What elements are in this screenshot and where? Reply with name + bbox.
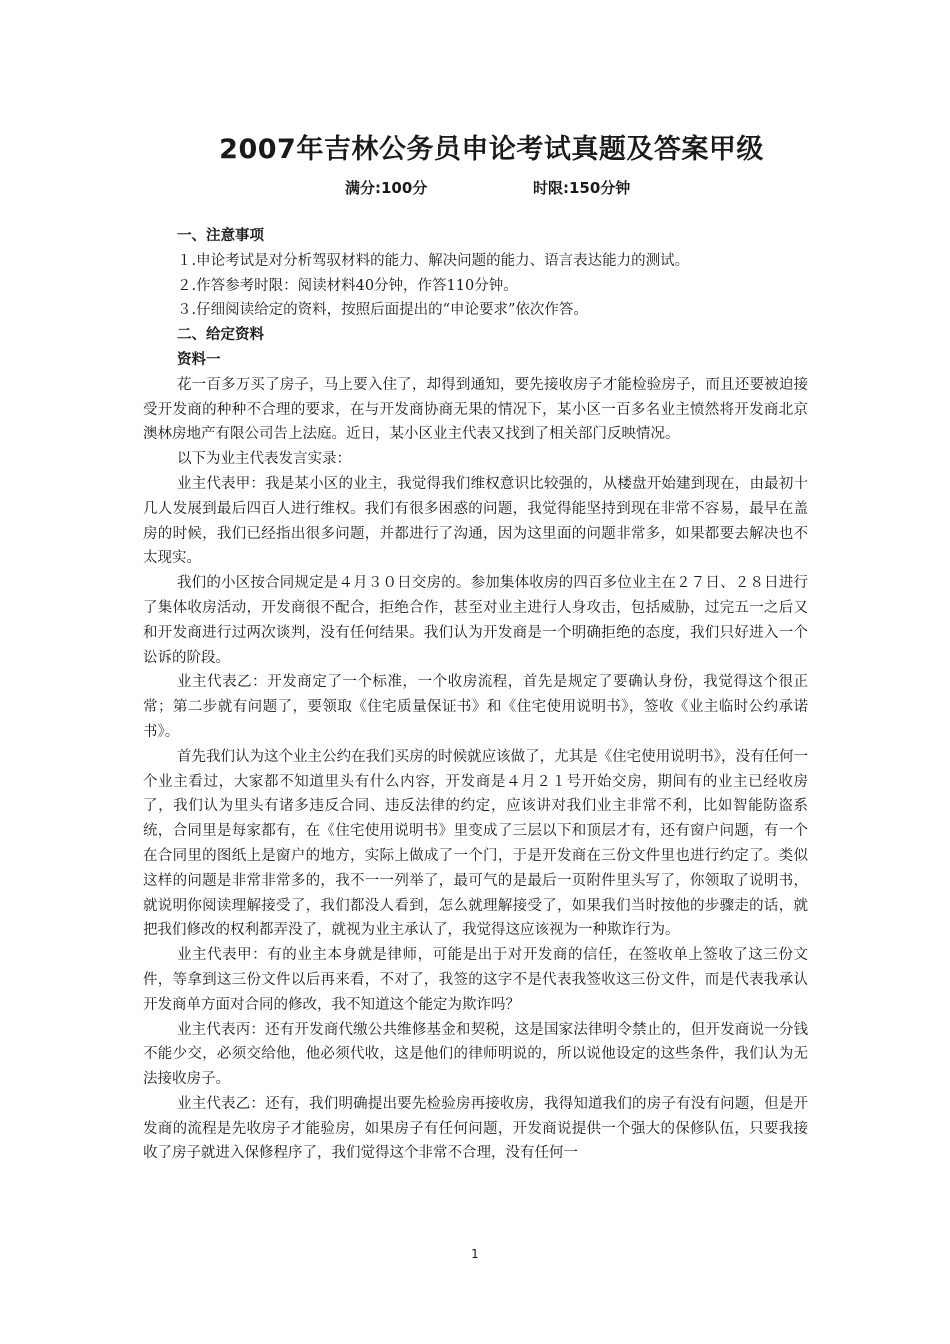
note-item: ２.作答参考时限：阅读材料40分钟，作答110分钟。: [177, 277, 518, 294]
body-paragraph: 以下为业主代表发言实录：: [177, 451, 351, 468]
body-paragraph: 业主代表乙：开发商定了一个标准，一个收房流程，首先是规定了要确认身份，我觉得这个很正常；第二步就有问题了，要领取《住宅质量保证书》和《住宅使用说明书》，签收《业主临时公约承诺书》。: [143, 674, 808, 740]
full-score: 满分:100分: [345, 179, 428, 197]
body-paragraph: 业主代表乙：还有，我们明确提出要先检验房再接收房，我得知道我们的房子有没有问题，但是开发商的流程是先收房子才能验房，如果房子有任何问题，开发商说提供一个强大的保修队伍，只要我接收了房子就进入保修程序了，我们觉得这个非常不合理，没有任何一: [143, 1095, 808, 1162]
document-title: 2007年吉林公务员申论考试真题及答案甲级: [219, 134, 764, 165]
note-item: １.申论考试是对分析驾驭材料的能力、解决问题的能力、语言表达能力的测试。: [177, 252, 690, 269]
section-heading-notes: 一、注意事项: [177, 228, 264, 244]
body-paragraph: 业主代表甲：我是某小区的业主，我觉得我们维权意识比较强的，从楼盘开始建到现在，由最初十几人发展到最后四百人进行维权。我们有很多困惑的问题，我觉得能坚持到现在非常不容易，最早在盖房的时候，我们已经指出很多问题，并都进行了沟通，因为这里面的问题非常多，如果都要去解决也不太现实。: [143, 475, 808, 567]
note-item: ３.仔细阅读给定的资料，按照后面提出的“申论要求”依次作答。: [177, 302, 588, 319]
body-paragraph: 业主代表丙：还有开发商代缴公共维修基金和契税，这是国家法律明令禁止的，但开发商说一分钱不能少交，必须交给他，他必须代收，这是他们的律师明说的，所以说他设定的这些条件，我们认为无法接收房子。: [143, 1021, 808, 1088]
time-limit: 时限:150分钟: [533, 179, 631, 197]
body-paragraph: 业主代表甲：有的业主本身就是律师，可能是出于对开发商的信任，在签收单上签收了这三份文件，等拿到这三份文件以后再来看，不对了，我签的这字不是代表我签收这三份文件，而是代表我承认开发商单方面对合同的修改，我不知道这个能定为欺诈吗？: [143, 947, 808, 1013]
material-heading: 资料一: [177, 351, 221, 368]
body-paragraph: 我们的小区按合同规定是４月３０日交房的。参加集体收房的四百多位业主在２７日、２８日进行了集体收房活动，开发商很不配合，拒绝合作，甚至对业主进行人身攻击，包括威胁，过完五一之后又和开发商进行过两次谈判，没有任何结果。我们认为开发商是一个明确拒绝的态度，我们只好进入一个讼诉的阶段。: [143, 575, 808, 666]
body-paragraph: 花一百多万买了房子，马上要入住了，却得到通知，要先接收房子才能检验房子，而且还要被迫接受开发商的种种不合理的要求，在与开发商协商无果的情况下，某小区一百多名业主愤然将开发商北京澳林房地产有限公司告上法庭。近日，某小区业主代表又找到了相关部门反映情况。: [143, 376, 808, 443]
body-paragraph: 首先我们认为这个业主公约在我们买房的时候就应该做了，尤其是《住宅使用说明书》，没有任何一个业主看过，大家都不知道里头有什么内容，开发商是４月２１号开始交房，期间有的业主已经收房了，我们认为里头有诸多违反合同、违反法律的约定，应该讲对我们业主非常不利，比如智能防盗系统，合同里是每家都有，在《住宅使用说明书》里变成了三层以下和顶层才有，还有窗户问题，有一个在合同里的图纸上是窗户的地方，实际上做成了一个门，于是开发商在三份文件里也进行约定了。类似这样的问题是非常非常多的，我不一一列举了，最可气的是最后一页附件里头写了，你领取了说明书，就说明你阅读理解接受了，我们都没人看到，怎么就理解接受了，如果我们当时按他的步骤走的话，就把我们修改的权利都弄没了，就视为业主承认了，我觉得这应该视为一种欺诈行为。: [143, 748, 808, 939]
page-number: 1: [471, 1247, 479, 1261]
document-body: [143, 224, 808, 1166]
section-heading-materials: 二、给定资料: [177, 327, 264, 344]
